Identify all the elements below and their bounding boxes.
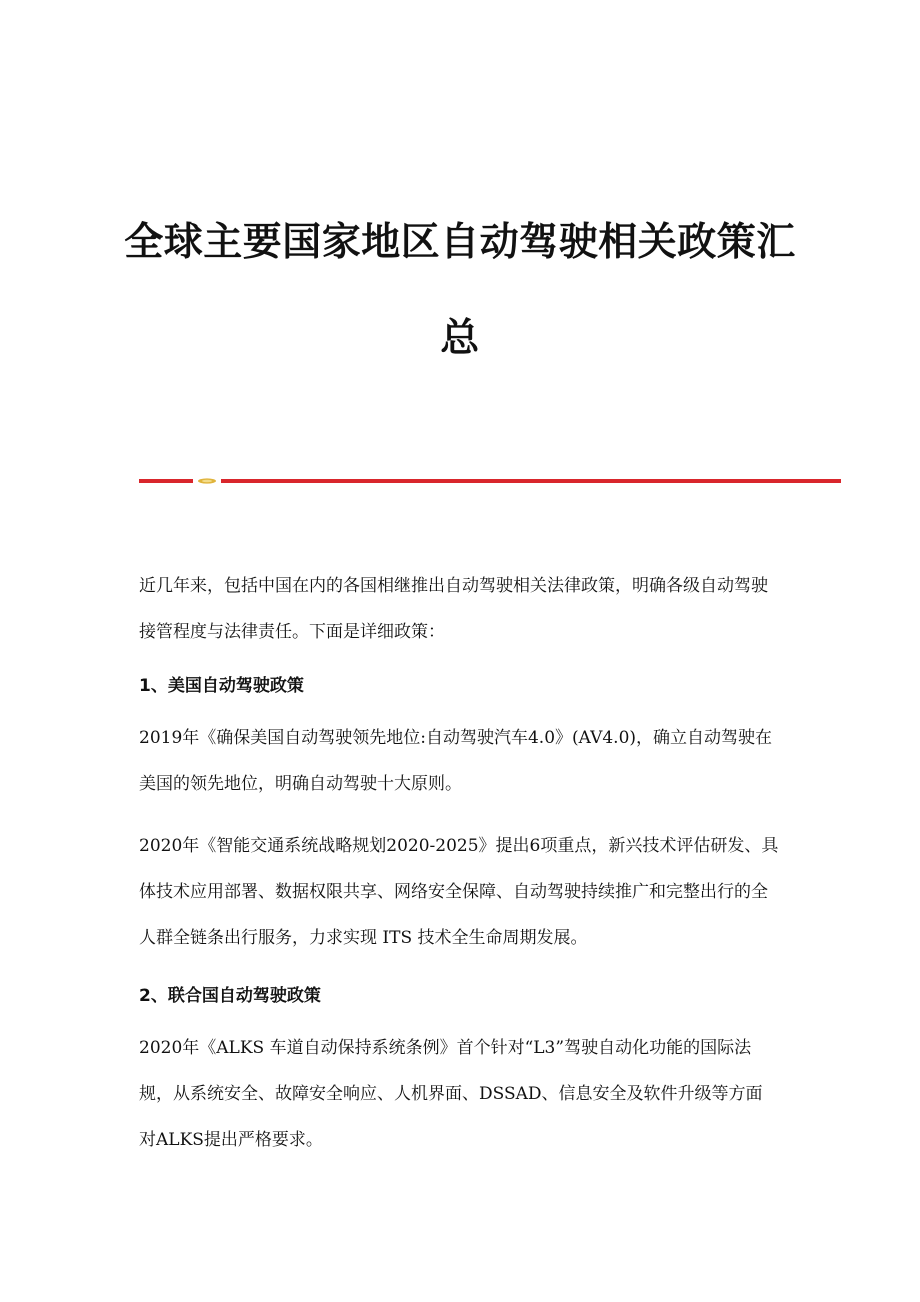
divider-ornament-icon (197, 478, 217, 484)
divider-bar-right (221, 479, 841, 483)
intro-paragraph: 近几年来，包括中国在内的各国相继推出自动驾驶相关法律政策，明确各级自动驾驶接管程度与法律责任。下面是详细政策： (139, 576, 768, 642)
document-title-line-1: 全球主要国家地区自动驾驶相关政策汇 (124, 219, 796, 265)
section-heading-usa: 1、美国自动驾驶政策 (139, 676, 304, 696)
section-paragraph: 2020年《智能交通系统战略规划2020-2025》提出6项重点，新兴技术评估研发、具体技术应用部署、数据权限共享、网络安全保障、自动驾驶持续推广和完整出行的全人群全链条出行服务，力求实现 ITS 技术全生命周期发展。 (139, 836, 779, 948)
section-paragraph: 2020年《ALKS 车道自动保持系统条例》首个针对“L3”驾驶自动化功能的国际法规，从系统安全、故障安全响应、人机界面、DSSAD、信息安全及软件升级等方面对ALKS提出严格要求。 (139, 1038, 763, 1150)
title-divider (139, 478, 841, 484)
document-title-line-2: 总 (440, 315, 480, 361)
section-paragraph: 2019年《确保美国自动驾驶领先地位:自动驾驶汽车4.0》(AV4.0)，确立自动驾驶在美国的领先地位，明确自动驾驶十大原则。 (139, 728, 773, 794)
divider-bar-left (139, 479, 193, 483)
section-heading-un: 2、联合国自动驾驶政策 (139, 986, 321, 1006)
